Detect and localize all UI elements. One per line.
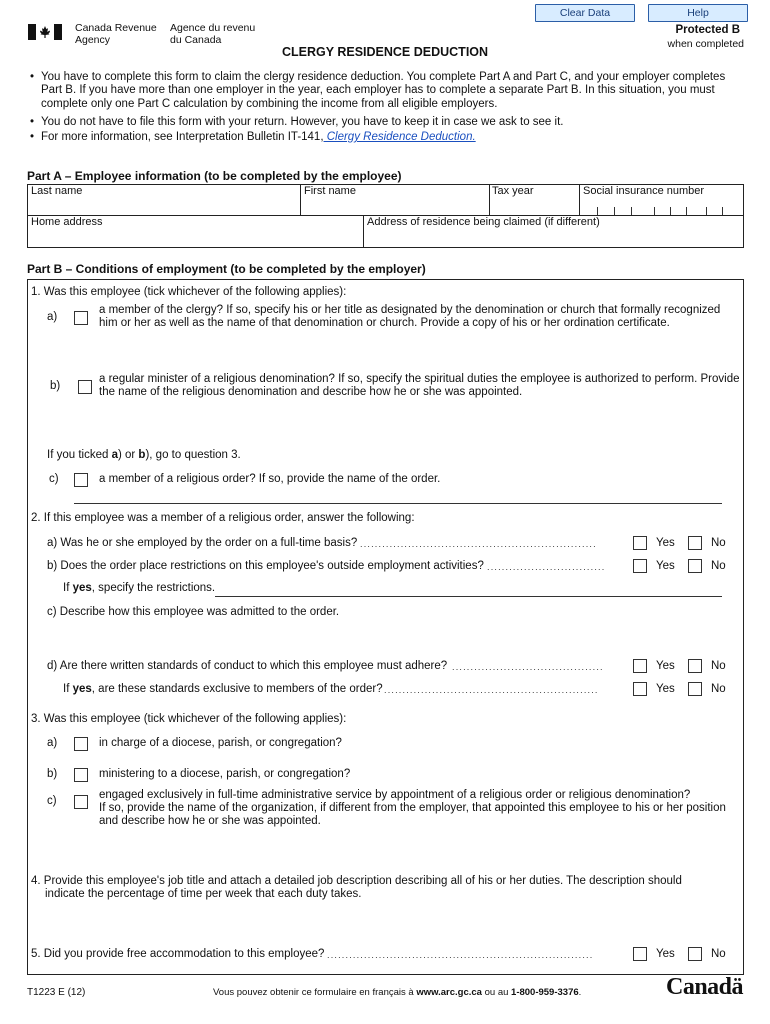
- q2b-no-checkbox[interactable]: [688, 559, 702, 573]
- q2d-ifyes-yes-label: Yes: [656, 683, 675, 695]
- sin-field[interactable]: Social insurance number: [583, 185, 705, 197]
- q2d-ifyes-yes-checkbox[interactable]: [633, 682, 647, 696]
- q3b-text: ministering to a diocese, parish, or congregation?: [99, 768, 351, 780]
- last-name-field[interactable]: Last name: [31, 185, 83, 197]
- q3c-text-2: If so, provide the name of the organization, if different from the employer, that appointed this employee to his or her position: [99, 802, 726, 814]
- q5-no-label: No: [711, 948, 726, 960]
- q1b-checkbox[interactable]: [78, 380, 92, 394]
- q1-goto-note: If you ticked a) or b), go to question 3.: [47, 449, 241, 461]
- home-address-field[interactable]: Home address: [31, 216, 103, 228]
- q3c-text-3: and describe how he or she was appointed.: [99, 815, 321, 827]
- agency-name-en: Canada Revenue: [75, 22, 157, 34]
- q2a-text: a) Was he or she employed by the order on a full-time basis?: [47, 537, 358, 549]
- q3-text: 3. Was this employee (tick whichever of the following applies):: [31, 713, 347, 725]
- part-a-title: Part A – Employee information (to be completed by the employee): [27, 169, 402, 183]
- q1b-letter: b): [50, 380, 61, 392]
- intro-bullet-2: • You do not have to file this form with your return. However, you have to keep it in case we ask to see it.: [30, 116, 564, 128]
- q1a-checkbox[interactable]: [74, 311, 88, 325]
- q5-yes-checkbox[interactable]: [633, 947, 647, 961]
- agency-name-en-2: Agency: [75, 34, 111, 46]
- first-name-field[interactable]: First name: [304, 185, 356, 197]
- q2a-no-checkbox[interactable]: [688, 536, 702, 550]
- q2b-text: b) Does the order place restrictions on this employee's outside employment activities?: [47, 560, 484, 572]
- q1c-checkbox[interactable]: [74, 473, 88, 487]
- agency-name-fr-2: du Canada: [170, 34, 222, 46]
- q2b-ifyes-text: If yes, specify the restrictions.: [63, 582, 216, 594]
- q3c-text-1: engaged exclusively in full-time administrative service by appointment of a religious order or religious denomination?: [99, 789, 691, 801]
- q1a-text-1: a member of the clergy? If so, specify his or her title as designated by the denomination or church that formally recognized: [99, 304, 721, 316]
- q2d-no-checkbox[interactable]: [688, 659, 702, 673]
- q2c-text: c) Describe how this employee was admitted to the order.: [47, 606, 340, 618]
- q2-text: 2. If this employee was a member of a religious order, answer the following:: [31, 512, 415, 524]
- q2d-ifyes-text: If yes, are these standards exclusive to members of the order?: [63, 683, 383, 695]
- intro-bullet-3: • For more information, see Interpretation Bulletin IT-141, Clergy Residence Deduction.: [30, 131, 476, 143]
- q3c-checkbox[interactable]: [74, 795, 88, 809]
- q1c-answer-line[interactable]: [74, 503, 722, 504]
- q1c-letter: c): [49, 473, 59, 485]
- it-141-link[interactable]: Clergy Residence Deduction.: [323, 131, 476, 143]
- q5-yes-label: Yes: [656, 948, 675, 960]
- q1c-text: a member of a religious order? If so, provide the name of the order.: [99, 473, 441, 485]
- canada-wordmark: Canadä: [666, 974, 744, 1000]
- q2d-text: d) Are there written standards of conduct to which this employee must adhere?: [47, 660, 448, 672]
- residence-address-field[interactable]: Address of residence being claimed (if different): [367, 216, 600, 228]
- q2a-no-label: No: [711, 537, 726, 549]
- q1b-text-2: the name of the religious denomination and describe how he or she was appointed.: [99, 386, 523, 398]
- q2d-ifyes-no-label: No: [711, 683, 726, 695]
- q3b-letter: b): [47, 768, 58, 780]
- help-button[interactable]: Help: [648, 4, 748, 22]
- page-title: CLERGY RESIDENCE DEDUCTION: [282, 45, 489, 59]
- french-note: Vous pouvez obtenir ce formulaire en français à www.arc.gc.ca ou au 1-800-959-3376.: [213, 987, 582, 998]
- q2b-no-label: No: [711, 560, 726, 572]
- agency-name-fr: Agence du revenu: [170, 22, 256, 34]
- q3b-checkbox[interactable]: [74, 768, 88, 782]
- q4-text-2: indicate the percentage of time per week that each duty takes.: [45, 888, 362, 900]
- q3a-checkbox[interactable]: [74, 737, 88, 751]
- protected-label: Protected B: [675, 24, 740, 36]
- q3a-text: in charge of a diocese, parish, or congregation?: [99, 737, 342, 749]
- q2a-yes-checkbox[interactable]: [633, 536, 647, 550]
- q2d-yes-label: Yes: [656, 660, 675, 672]
- part-b-title: Part B – Conditions of employment (to be completed by the employer): [27, 262, 426, 276]
- q2b-yes-label: Yes: [656, 560, 675, 572]
- tax-year-field[interactable]: Tax year: [492, 185, 534, 197]
- q2d-yes-checkbox[interactable]: [633, 659, 647, 673]
- intro-bullet-1: • You have to complete this form to claim the clergy residence deduction. You complete Part A and Part C, and your employer completes Part B. If you have more than one employer in the year, each employer has to complete a separate Part B. In this situation, you must complete only one Part C calculation by combining the income from all eligible employers.: [30, 71, 726, 110]
- form-id: T1223 E (12): [27, 987, 86, 998]
- clear-data-button[interactable]: Clear Data: [535, 4, 635, 22]
- when-completed-label: when completed: [667, 38, 744, 50]
- canada-flag-icon: [28, 24, 62, 40]
- q2a-yes-label: Yes: [656, 537, 675, 549]
- q1a-text-2: him or her as well as the name of that denomination or church. Provide a copy of his or her ordination certificate.: [99, 317, 670, 329]
- q1b-text-1: a regular minister of a religious denomination? If so, specify the spiritual duties the employee is authorized to perform. Provide: [99, 373, 740, 385]
- q2d-ifyes-no-checkbox[interactable]: [688, 682, 702, 696]
- q4-text-1: 4. Provide this employee's job title and attach a detailed job description describing all of his or her duties. The description should: [31, 875, 682, 887]
- q2b-yes-checkbox[interactable]: [633, 559, 647, 573]
- q1-text: 1. Was this employee (tick whichever of the following applies):: [31, 286, 347, 298]
- q3c-letter: c): [47, 795, 57, 807]
- q5-no-checkbox[interactable]: [688, 947, 702, 961]
- q3a-letter: a): [47, 737, 58, 749]
- q5-text: 5. Did you provide free accommodation to this employee?: [31, 948, 325, 960]
- q2d-no-label: No: [711, 660, 726, 672]
- q2b-answer-line[interactable]: [215, 596, 722, 597]
- q1a-letter: a): [47, 311, 58, 323]
